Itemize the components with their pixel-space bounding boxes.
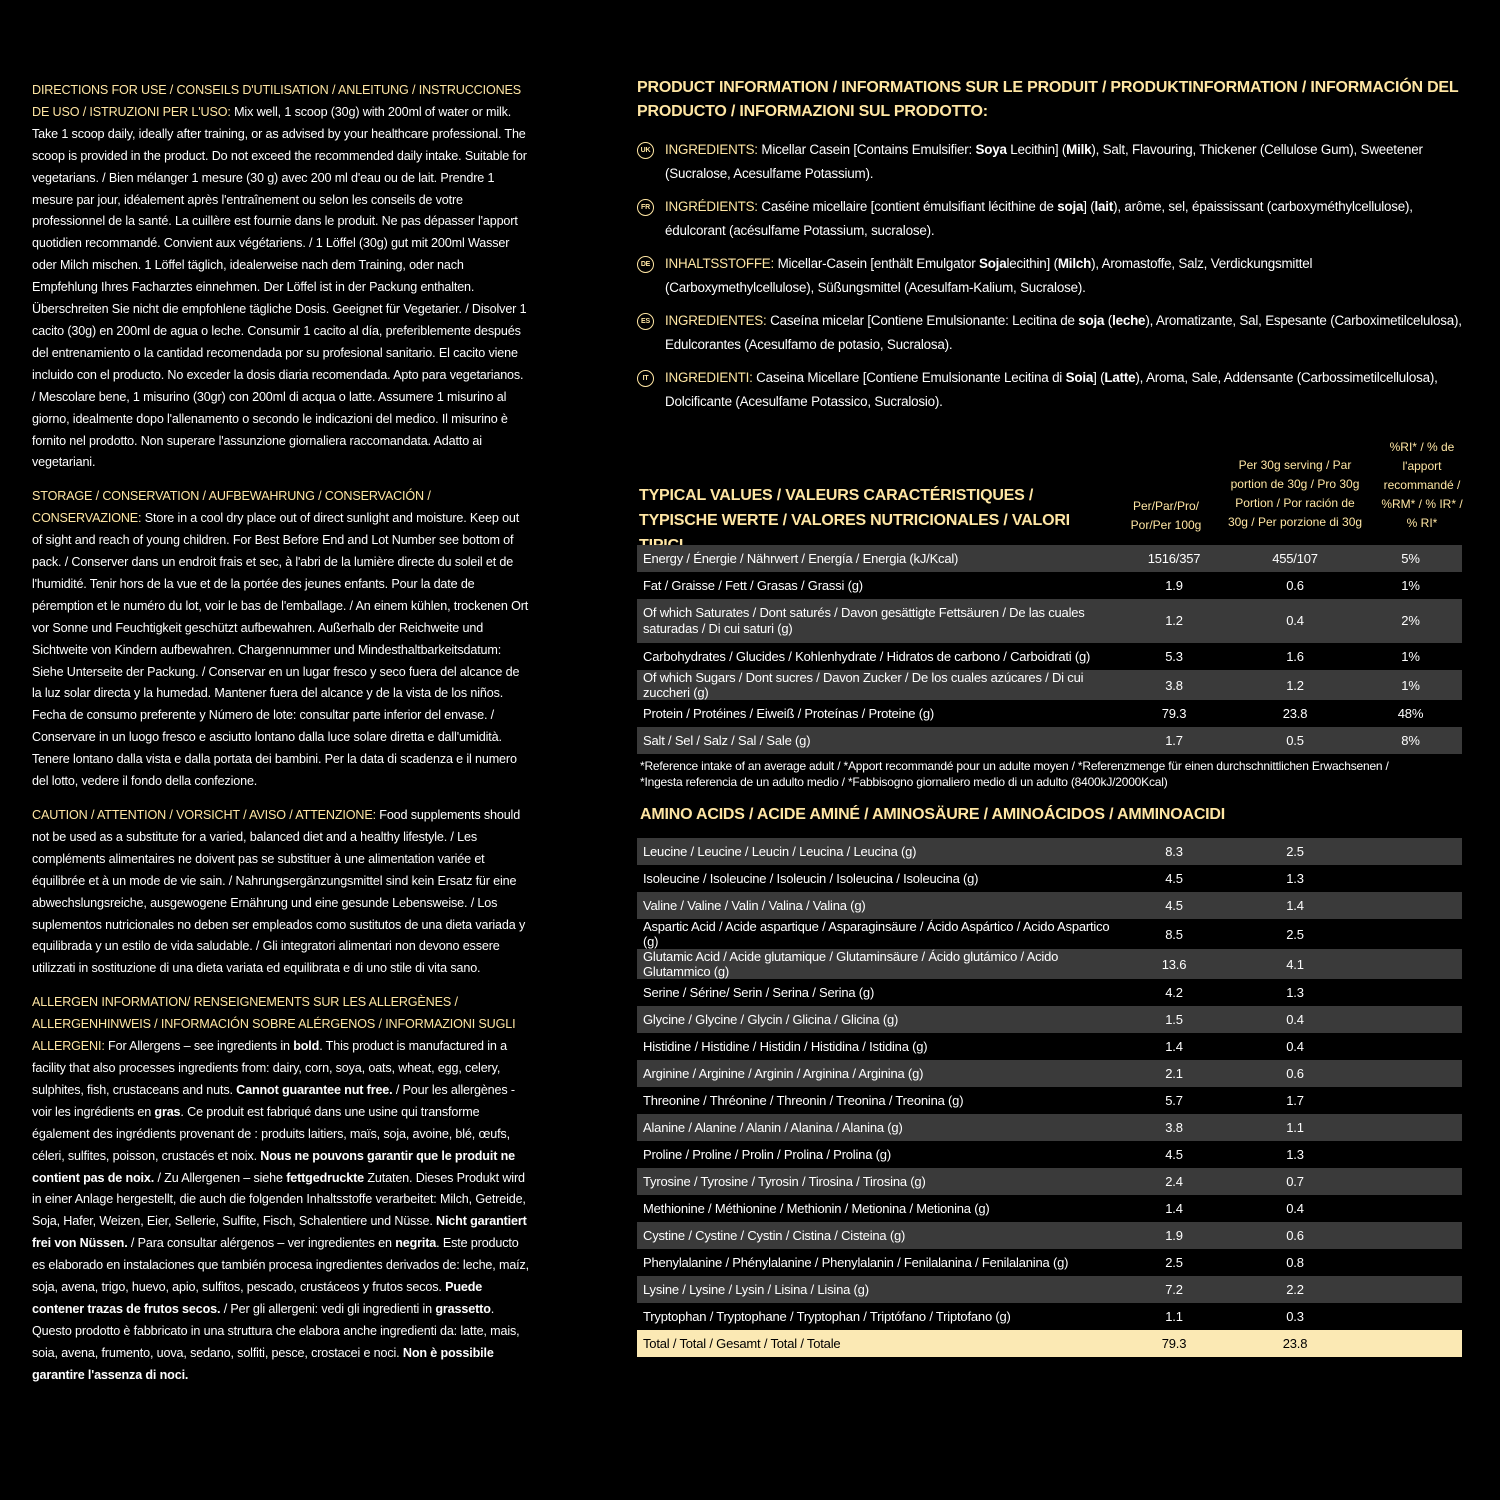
per-100g-column-header: Per/Par/Pro/ Por/Per 100g xyxy=(1130,499,1202,532)
empty-cell xyxy=(1359,865,1462,892)
empty-cell xyxy=(1359,1006,1462,1033)
value-per-100g: 1.1 xyxy=(1117,1303,1231,1330)
amino-acids-table xyxy=(637,838,1462,1357)
value-per-serving: 1.1 xyxy=(1231,1114,1359,1141)
value-per-serving: 1.4 xyxy=(1231,892,1359,919)
storage-paragraph xyxy=(32,486,530,793)
allergen-bold: Milk xyxy=(1066,142,1092,157)
empty-cell xyxy=(1359,1330,1462,1357)
table-row xyxy=(637,1033,1462,1060)
empty-cell xyxy=(1359,979,1462,1006)
allergen-text: For Allergens – see ingredients in xyxy=(104,1039,294,1054)
per-serving-column-header: Per 30g serving / Par portion de 30g / Pro 30g Portion / Por ración de 30g / Per porzione di 30g xyxy=(1227,458,1363,529)
typical-values-title: TYPICAL VALUES / VALEURS CARACTÉRISTIQUES / TYPISCHE WERTE / VALORES NUTRICIONALES / VALORI xyxy=(639,487,1070,529)
table-row xyxy=(637,670,1462,700)
table-row xyxy=(637,949,1462,979)
empty-cell xyxy=(1359,838,1462,865)
allergen-text: / Per gli allergeni: vedi gli ingredienti in xyxy=(220,1301,436,1316)
value-per-100g: 5.7 xyxy=(1117,1087,1231,1114)
value-per-100g: 3.8 xyxy=(1117,670,1231,700)
empty-cell xyxy=(1359,1141,1462,1168)
amino-acid-label: Proline / Proline / Prolin / Prolina / Prolina (g) xyxy=(637,1141,1117,1168)
value-per-serving: 0.6 xyxy=(1231,1060,1359,1087)
allergen-bold: lait xyxy=(1094,199,1114,214)
value-per-100g: 2.1 xyxy=(1117,1060,1231,1087)
table-row xyxy=(637,643,1462,670)
amino-acid-label: Tryptophan / Tryptophane / Tryptophan / Triptófano / Triptofano (g) xyxy=(637,1303,1117,1330)
allergen-bold: Soia xyxy=(1065,370,1094,385)
allergen-text: . Ce produit est fabriqué dans une usine qui transforme également des ingrédients provenant de : produits laitiers, maïs, soja, avoine, blé, œufs, céleri, sulfites, poisson, crustacés et noix. xyxy=(32,1104,510,1163)
table-row xyxy=(637,545,1462,572)
total-row xyxy=(637,1330,1462,1357)
value-per-100g: 13.6 xyxy=(1117,949,1231,979)
table-row xyxy=(637,838,1462,865)
total-label: Total / Total / Gesamt / Total / Totale xyxy=(637,1330,1117,1357)
table-row xyxy=(637,727,1462,754)
de-flag-badge-icon: DE xyxy=(637,256,654,273)
table-row xyxy=(637,1168,1462,1195)
allergen-bold: bold xyxy=(293,1039,320,1054)
value-per-serving: 23.8 xyxy=(1231,700,1359,727)
value-per-serving: 4.1 xyxy=(1231,949,1359,979)
value-per-100g: 7.2 xyxy=(1117,1276,1231,1303)
nutrient-label: Energy / Énergie / Nährwert / Energía / Energia (kJ/Kcal) xyxy=(637,545,1117,572)
table-row xyxy=(637,599,1462,643)
caution-text: Food supplements should not be used as a substitute for a varied, balanced diet and a healthy lifestyle. / Les compléments alimentaires ne doivent pas se substituer à une alimentation variée et équilibrée et à un mode de vie sain. / Nahrungsergänzungsmittel sind kein Ersatz für eine abwechslungsreiche, ausgewogene Ernährung und eine gesunde Lebensweise. / Los suplementos nutricionales no deben ser empleados como sustitutos de una dieta variada y equilibrada y un estilo de vida saludable. / Gli integratori alimentari non devono essere utilizzati in sostituzione di una dieta variata ed equilibrata e di uno stile di vita sano. xyxy=(32,808,526,976)
value-per-100g: 1.2 xyxy=(1117,599,1231,643)
empty-cell xyxy=(1359,1249,1462,1276)
amino-acid-label: Phenylalanine / Phénylalanine / Phenylalanin / Fenilalanina / Fenilalanina (g) xyxy=(637,1249,1117,1276)
allergen-heading: ALLERGEN INFORMATION/ RENSEIGNEMENTS SUR LES ALLERGÈNES / ALLERGENHINWEIS / INFORMACIÓN SOBRE ALÉRGENOS / INFORMAZIONI SUGLI ALLERGENI: xyxy=(32,995,516,1054)
fr-flag-badge-icon: FR xyxy=(637,199,654,216)
value-per-serving: 1.3 xyxy=(1231,1141,1359,1168)
empty-cell xyxy=(1359,1114,1462,1141)
amino-acid-label: Cystine / Cystine / Cystin / Cistina / Cisteina (g) xyxy=(637,1222,1117,1249)
ingredients-heading: INHALTSSTOFFE: xyxy=(665,256,775,271)
ingredients-text: ), Aromatizante, Sal, Espesante (Carboximetilcelulosa), Edulcorantes (Acesulfamo de potasio, Sucralosa). xyxy=(665,313,1462,352)
value-per-serving: 0.3 xyxy=(1231,1303,1359,1330)
value-per-100g: 4.5 xyxy=(1117,865,1231,892)
amino-acids-body xyxy=(637,838,1462,1357)
value-per-100g: 1.5 xyxy=(1117,1006,1231,1033)
caution-paragraph xyxy=(32,805,530,980)
value-per-100g: 5.3 xyxy=(1117,643,1231,670)
value-per-serving: 2.5 xyxy=(1231,838,1359,865)
value-per-serving: 2.2 xyxy=(1231,1276,1359,1303)
value-per-100g: 8.3 xyxy=(1117,838,1231,865)
amino-acid-label: Valine / Valine / Valin / Valina / Valina (g) xyxy=(637,892,1117,919)
ingredients-text: Micellar-Casein [enthält Emulgator xyxy=(774,256,979,271)
amino-acid-label: Alanine / Alanine / Alanin / Alanina / Alanina (g) xyxy=(637,1114,1117,1141)
value-per-100g: 1.4 xyxy=(1117,1195,1231,1222)
table-row xyxy=(637,1114,1462,1141)
ingredients-text: ), arôme, sel, épaississant (carboxyméthylcellulose), édulcorant (acésulfame Potassium, sucralose). xyxy=(665,199,1413,238)
allergen-bold: leche xyxy=(1112,313,1146,328)
table-row xyxy=(637,979,1462,1006)
allergen-text: . This product is manufactured in a facility that also processes ingredients from: dairy, corn, soya, oats, wheat, egg, celery, sulphites, fish, crustaceans and nuts. xyxy=(32,1039,507,1097)
empty-cell xyxy=(1359,1222,1462,1249)
amino-acid-label: Threonine / Thréonine / Threonin / Treonina / Treonina (g) xyxy=(637,1087,1117,1114)
empty-cell xyxy=(1359,1168,1462,1195)
value-ri-percent: 1% xyxy=(1359,643,1462,670)
table-row xyxy=(637,865,1462,892)
ingredients-heading: INGREDIENTS: xyxy=(665,142,758,157)
directions-text: Mix well, 1 scoop (30g) with 200ml of water or milk. Take 1 scoop daily, ideally after training, or as advised by your healthcare professional. The scoop is provided in the product. Do not exceed the recommended daily intake. Suitable for vegetarians. / Bien mélanger 1 mesure (30 g) avec 200 ml d'eau ou de lait. Prendre 1 mesure par jour, idéalement après l'entraînement ou selon les conseils de votre professionnel de la santé. La cuillère est fournie dans le produit. Ne pas dépasser l'apport quotidien recommandé. Convient aux végétariens. / 1 Löffel (30g) gut mit 200ml Wasser oder Milch mischen. 1 Löffel täglich, idealerweise nach dem Training, oder nach Empfehlung Ihres Facharztes einnehmen. Der Löffel ist in der Packung enthalten. Überschreiten Sie nicht die empfohlene tägliche Dosis. Geeignet für Vegetarier. / Disolver 1 cacito (30g) en 200ml de agua o leche. Consumir 1 cacito al día, preferiblemente después del entrenamiento o la cantidad recomendada por su profesional sanitario. El cacito viene incluido con el producto. No exceder la dosis diaria recomendada. Apto para vegetarianos. / Mescolare bene, 1 misurino (30gr) con 200ml di acqua o latte. Assumere 1 misurino al giorno, idealmente dopo l'allenamento o secondo le indicazioni del medico. Il misurino è fornito nel prodotto. Non superare l'assunzione giornaliera raccomandata. Adatto ai vegetariani. xyxy=(32,104,527,470)
empty-cell xyxy=(1359,919,1462,949)
allergen-bold: soja xyxy=(1057,199,1084,214)
value-per-serving: 1.2 xyxy=(1231,670,1359,700)
ingredients-text: ), Aromastoffe, Salz, Verdickungsmittel (Carboxymethylcellulose), Süßungsmittel (Acesulfam-Kalium, Sucralose). xyxy=(665,256,1313,295)
ingredients-it xyxy=(637,366,1462,413)
allergen-bold: Nous ne pouvons garantir que le produit ne contient pas de noix. xyxy=(32,1148,515,1185)
storage-text: Store in a cool dry place out of direct sunlight and moisture. Keep out of sight and reach of young children. For Best Before End and Lot Number see bottom of pack. / Conserver dans un endroit frais et sec, à l'abri de la lumière directe du soleil et de l'humidité. Tenir hors de la vue et de la portée des jeunes enfants. Pour la date de péremption et le numéro du lot, voir le bas de l'emballage. / An einem kühlen, trockenen Ort vor Sonne und Feuchtigkeit geschützt aufbewahren. Außerhalb der Reichweite und Sichtweite von Kindern aufbewahren. Chargennummer und Mindesthaltbarkeitsdatum: Siehe Unterseite der Packung. / Conservar en un lugar fresco y seco fuera del alcance de la luz solar directa y la humedad. Mantener fuera del alcance y de la vista de los niños. Fecha de consumo preferente y Número de lote: consultar parte inferior del envase. / Conservare in un luogo fresco e asciutto lontano dalla luce solare diretta e dall'umidità. Tenere lontano dalla vista e dalla portata dei bambini. Per la data di scadenza e il numero del lotto, vedere il fondo della confezione. xyxy=(32,511,529,789)
ingredients-text: ), Salt, Flavouring, Thickener (Cellulose Gum), Sweetener (Sucralose, Acesulfame Potassium). xyxy=(665,142,1423,181)
allergen-bold: Cannot guarantee nut free. xyxy=(236,1082,393,1097)
directions-heading: DIRECTIONS FOR USE / CONSEILS D'UTILISATION / ANLEITUNG / INSTRUCCIONES DE USO / ISTRUZIONI PER L'USO: xyxy=(32,83,522,119)
ingredients-uk xyxy=(637,138,1462,185)
product-info-title: PRODUCT INFORMATION / INFORMATIONS SUR LE PRODUIT / PRODUKTINFORMATION / INFORMACIÓN DEL PRODUCTO / INFORMAZIONI SUL PRODOTTO: xyxy=(637,79,1459,120)
allergen-text: / Pour les allergènes - voir les ingrédients en xyxy=(32,1082,515,1119)
nutrient-label: Fat / Graisse / Fett / Grasas / Grassi (g) xyxy=(637,572,1117,599)
nutrient-label: Carbohydrates / Glucides / Kohlenhydrate / Hidratos de carbono / Carboidrati (g) xyxy=(637,643,1117,670)
allergen-bold: Milch xyxy=(1057,256,1092,271)
value-per-serving: 2.5 xyxy=(1231,919,1359,949)
value-per-serving: 0.6 xyxy=(1231,572,1359,599)
value-per-100g: 8.5 xyxy=(1117,919,1231,949)
allergen-text: . Este producto es elaborado en instalaciones que también procesa ingredientes derivados de: leche, maíz, soja, avena, trigo, huevo, apio, sulfitos, pescado, crustáceos y frutos secos. xyxy=(32,1236,530,1295)
value-per-100g: 4.5 xyxy=(1117,1141,1231,1168)
ingredients-es xyxy=(637,309,1462,356)
allergen-text: / Zu Allergenen – siehe xyxy=(154,1170,287,1185)
empty-cell xyxy=(1359,1087,1462,1114)
table-row xyxy=(637,1060,1462,1087)
allergen-paragraph xyxy=(32,992,530,1386)
table-row xyxy=(637,919,1462,949)
caution-heading: CAUTION / ATTENTION / VORSICHT / AVISO / ATTENZIONE: xyxy=(32,808,376,822)
allergen-bold: negrita xyxy=(395,1236,437,1251)
amino-acid-label: Leucine / Leucine / Leucin / Leucina / Leucina (g) xyxy=(637,838,1117,865)
amino-acid-label: Isoleucine / Isoleucine / Isoleucin / Isoleucina / Isoleucina (g) xyxy=(637,865,1117,892)
allergen-bold: gras xyxy=(154,1104,181,1119)
ingredients-de xyxy=(637,252,1462,299)
table-row xyxy=(637,892,1462,919)
ingredients-text: ( xyxy=(1104,313,1113,328)
value-per-serving: 0.4 xyxy=(1231,599,1359,643)
table-row xyxy=(637,572,1462,599)
product-info-section xyxy=(637,76,1462,423)
allergen-text: . Questo prodotto è fabbricato in una struttura che elabora anche ingredienti da: latte, mais, soia, avena, frumento, uova, sedano, solfiti, pesce, crostacei e noci. xyxy=(32,1301,520,1360)
nutrient-label: Of which Sugars / Dont sucres / Davon Zucker / De los cuales azúcares / Di cui zuccheri (g) xyxy=(637,670,1117,700)
value-per-serving: 0.8 xyxy=(1231,1249,1359,1276)
allergen-bold: fettgedruckte xyxy=(286,1170,365,1185)
ingredients-text: Caséine micellaire [contient émulsifiant lécithine de xyxy=(757,199,1058,214)
value-per-100g: 79.3 xyxy=(1117,700,1231,727)
typical-values-table xyxy=(637,545,1462,754)
value-ri-percent: 5% xyxy=(1359,545,1462,572)
ingredients-text: ), Aroma, Sale, Addensante (Carbossimetilcellulosa), Dolcificante (Acesulfame Potassico, Sucralosio). xyxy=(665,370,1438,409)
amino-acid-label: Serine / Sérine/ Serin / Serina / Serina (g) xyxy=(637,979,1117,1006)
amino-acid-label: Tyrosine / Tyrosine / Tyrosin / Tirosina / Tirosina (g) xyxy=(637,1168,1117,1195)
empty-cell xyxy=(1359,1276,1462,1303)
it-flag-badge-icon: IT xyxy=(637,370,654,387)
empty-cell xyxy=(1359,1033,1462,1060)
table-row xyxy=(637,1087,1462,1114)
table-row xyxy=(637,1222,1462,1249)
amino-acid-label: Aspartic Acid / Acide aspartique / Asparaginsäure / Ácido Aspártico / Acido Aspartico (g) xyxy=(637,919,1117,949)
ingredients-heading: INGREDIENTES: xyxy=(665,313,767,328)
value-per-serving: 0.6 xyxy=(1231,1222,1359,1249)
amino-acid-label: Methionine / Méthionine / Methionin / Metionina / Metionina (g) xyxy=(637,1195,1117,1222)
storage-heading: STORAGE / CONSERVATION / AUFBEWAHRUNG / CONSERVACIÓN / CONSERVAZIONE: xyxy=(32,489,431,526)
allergen-bold: Nicht garantiert frei von Nüssen. xyxy=(32,1214,527,1251)
amino-acid-label: Glutamic Acid / Acide glutamique / Glutaminsäure / Ácido glutámico / Acido Glutammico (g) xyxy=(637,949,1117,979)
value-per-100g: 1.9 xyxy=(1117,572,1231,599)
value-per-serving: 0.4 xyxy=(1231,1195,1359,1222)
value-per-serving: 1.3 xyxy=(1231,979,1359,1006)
value-per-serving: 0.4 xyxy=(1231,1006,1359,1033)
value-per-serving: 0.5 xyxy=(1231,727,1359,754)
amino-acid-label: Lysine / Lysine / Lysin / Lisina / Lisina (g) xyxy=(637,1276,1117,1303)
value-per-100g: 1.7 xyxy=(1117,727,1231,754)
value-per-100g: 1516/357 xyxy=(1117,545,1231,572)
ingredients-fr xyxy=(637,195,1462,242)
ingredients-text: ] ( xyxy=(1093,370,1105,385)
value-per-serving: 0.4 xyxy=(1231,1033,1359,1060)
total-per-serving: 23.8 xyxy=(1231,1330,1359,1357)
value-ri-percent: 1% xyxy=(1359,670,1462,700)
total-per-100g: 79.3 xyxy=(1117,1330,1231,1357)
ri-column-header: %RI* / % de l'apport recommandé / %RM* / % IR* / % RI* xyxy=(1381,440,1463,530)
value-per-serving: 1.6 xyxy=(1231,643,1359,670)
empty-cell xyxy=(1359,1195,1462,1222)
left-column xyxy=(32,80,530,1399)
es-flag-badge-icon: ES xyxy=(637,313,654,330)
reference-intake-note: *Reference intake of an average adult / *Apport recommandé pour un adulte moyen / *Referenzmenge für einen durchschnittlichen Erwachsenen / *Ingesta referencia de un adulto medio / *Fabbisogno giornaliero medio di un adulto (8400kJ/2000Kcal) xyxy=(640,759,1389,789)
typical-values-header xyxy=(637,438,1462,538)
value-per-serving: 1.3 xyxy=(1231,865,1359,892)
value-per-100g: 4.2 xyxy=(1117,979,1231,1006)
allergen-bold: soja xyxy=(1078,313,1105,328)
table-row xyxy=(637,1006,1462,1033)
amino-acid-label: Arginine / Arginine / Arginin / Arginina / Arginina (g) xyxy=(637,1060,1117,1087)
ingredients-text: Caseína micelar [Contiene Emulsionante: Lecitina de xyxy=(766,313,1079,328)
value-per-100g: 3.8 xyxy=(1117,1114,1231,1141)
table-row xyxy=(637,1303,1462,1330)
ingredients-heading: INGREDIENTI: xyxy=(665,370,753,385)
allergen-bold: Soja xyxy=(978,256,1007,271)
value-per-serving: 0.7 xyxy=(1231,1168,1359,1195)
allergen-bold: Soya xyxy=(975,142,1007,157)
value-per-100g: 1.4 xyxy=(1117,1033,1231,1060)
value-per-serving: 455/107 xyxy=(1231,545,1359,572)
value-ri-percent: 8% xyxy=(1359,727,1462,754)
value-ri-percent: 2% xyxy=(1359,599,1462,643)
value-ri-percent: 1% xyxy=(1359,572,1462,599)
table-row xyxy=(637,700,1462,727)
directions-paragraph xyxy=(32,80,530,474)
value-per-100g: 4.5 xyxy=(1117,892,1231,919)
allergen-bold: grassetto xyxy=(435,1301,491,1316)
nutrient-label: Salt / Sel / Salz / Sal / Sale (g) xyxy=(637,727,1117,754)
ingredients-text: ] ( xyxy=(1083,199,1095,214)
amino-acid-label: Glycine / Glycine / Glycin / Glicina / Glicina (g) xyxy=(637,1006,1117,1033)
ingredients-text: Micellar Casein [Contains Emulsifier: xyxy=(757,142,976,157)
allergen-text: / Para consultar alérgenos – ver ingredientes en xyxy=(127,1236,396,1251)
ingredients-text: lecithin] ( xyxy=(1006,256,1058,271)
ingredients-text: Caseina Micellare [Contiene Emulsionante Lecitina di xyxy=(752,370,1066,385)
allergen-text: Zutaten. Dieses Produkt wird in einer Anlage hergestellt, die auch die folgenden Inhaltsstoffe verarbeitet: Milch, Getreide, Soja, Hafer, Weizen, Eier, Sellerie, Sulfite, Fisch, Schalentiere und Nüsse. xyxy=(32,1170,526,1229)
allergen-bold: Non è possibile garantire l'assenza di noci. xyxy=(32,1345,494,1382)
allergen-bold: Latte xyxy=(1104,370,1136,385)
ingredients-heading: INGRÉDIENTS: xyxy=(665,199,758,214)
table-row xyxy=(637,1141,1462,1168)
allergen-bold: Puede contener trazas de frutos secos. xyxy=(32,1280,483,1316)
amino-acids-title: AMINO ACIDS / ACIDE AMINÉ / AMINOSÄURE / AMINOÁCIDOS / AMMINOACIDI xyxy=(640,806,1226,823)
amino-acid-label: Histidine / Histidine / Histidin / Histidina / Istidina (g) xyxy=(637,1033,1117,1060)
value-per-serving: 1.7 xyxy=(1231,1087,1359,1114)
empty-cell xyxy=(1359,1060,1462,1087)
nutrient-label: Protein / Protéines / Eiweiß / Proteínas / Proteine (g) xyxy=(637,700,1117,727)
value-per-100g: 2.5 xyxy=(1117,1249,1231,1276)
empty-cell xyxy=(1359,949,1462,979)
ingredients-text: Lecithin] ( xyxy=(1006,142,1067,157)
uk-flag-badge-icon: UK xyxy=(637,142,654,159)
nutrient-label: Of which Saturates / Dont saturés / Davon gesättigte Fettsäuren / De las cuales saturadas / Di cui saturi (g) xyxy=(637,599,1117,643)
value-ri-percent: 48% xyxy=(1359,700,1462,727)
value-per-100g: 1.9 xyxy=(1117,1222,1231,1249)
value-per-100g: 2.4 xyxy=(1117,1168,1231,1195)
table-row xyxy=(637,1249,1462,1276)
typical-values-body xyxy=(637,545,1462,754)
table-row xyxy=(637,1276,1462,1303)
empty-cell xyxy=(1359,1303,1462,1330)
table-row xyxy=(637,1195,1462,1222)
empty-cell xyxy=(1359,892,1462,919)
